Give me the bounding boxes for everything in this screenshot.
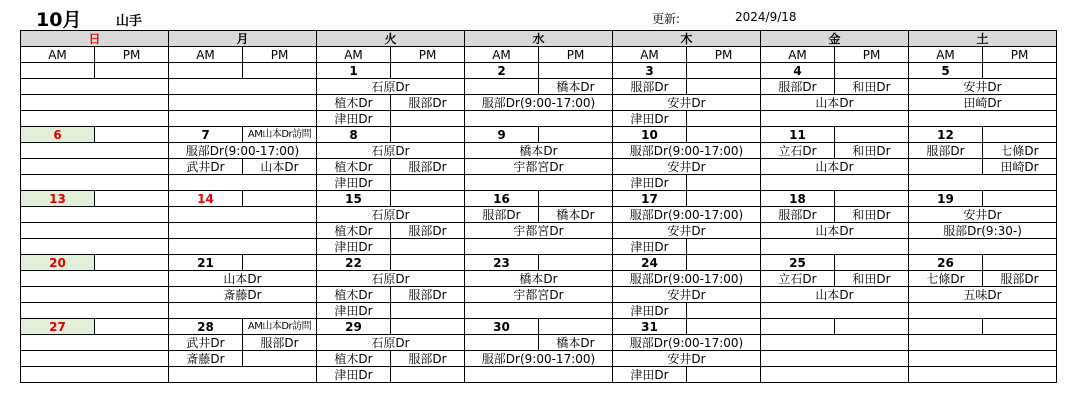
date-number: 14 (169, 191, 243, 207)
assignment-row (21, 223, 1057, 239)
date-number: 7 (169, 127, 243, 143)
empty-cell (391, 319, 465, 335)
empty-cell (835, 255, 909, 271)
doctor-assignment: 服部Dr (391, 95, 465, 111)
doctor-assignment: 津田Dr (317, 175, 391, 191)
empty-cell (21, 239, 169, 255)
empty-cell (21, 79, 169, 95)
weekday-header: 木 (613, 31, 761, 47)
doctor-assignment: 橋本Dr (539, 335, 613, 351)
empty-cell (983, 63, 1057, 79)
empty-cell (539, 63, 613, 79)
empty-cell (169, 95, 317, 111)
empty-cell (21, 95, 169, 111)
ampm-header: AM (761, 47, 835, 63)
date-number: 25 (761, 255, 835, 271)
doctor-assignment: 武井Dr (169, 335, 243, 351)
date-number (909, 319, 983, 335)
doctor-assignment: 服部Dr (391, 159, 465, 175)
doctor-assignment: 石原Dr (317, 143, 465, 159)
assignment-row (21, 207, 1057, 223)
doctor-assignment: 斎藤Dr (169, 351, 243, 367)
doctor-assignment: 七條Dr (909, 271, 983, 287)
doctor-assignment: 津田Dr (613, 367, 687, 383)
empty-cell (465, 79, 539, 95)
updated-label: 更新: (652, 12, 681, 26)
date-number: 28 (169, 319, 243, 335)
assignment-row (21, 79, 1057, 95)
ampm-header: PM (539, 47, 613, 63)
doctor-assignment: 服部Dr(9:00-17:00) (169, 143, 317, 159)
empty-cell (687, 175, 761, 191)
doctor-assignment: 和田Dr (835, 143, 909, 159)
empty-cell (95, 63, 169, 79)
date-number: 3 (613, 63, 687, 79)
empty-cell (391, 175, 465, 191)
doctor-assignment: 服部Dr (391, 287, 465, 303)
empty-cell (761, 335, 909, 351)
doctor-assignment: 山本Dr (761, 95, 909, 111)
doctor-assignment: 石原Dr (317, 335, 465, 351)
date-number: 12 (909, 127, 983, 143)
assignment-row (21, 351, 1057, 367)
empty-cell (95, 319, 169, 335)
empty-cell (95, 191, 169, 207)
doctor-assignment: 橋本Dr (539, 207, 613, 223)
empty-cell (465, 111, 613, 127)
assignment-row (21, 111, 1057, 127)
doctor-assignment: 津田Dr (317, 239, 391, 255)
assignment-row (21, 175, 1057, 191)
doctor-assignment: 山本Dr (169, 271, 317, 287)
date-number: 10 (613, 127, 687, 143)
empty-cell (21, 367, 169, 383)
doctor-assignment: 橋本Dr (539, 79, 613, 95)
empty-cell (21, 175, 169, 191)
date-number: 8 (317, 127, 391, 143)
doctor-assignment: 服部Dr (465, 207, 539, 223)
date-number: 22 (317, 255, 391, 271)
date-note: AM山本Dr訪問 (243, 319, 317, 335)
empty-cell (169, 239, 317, 255)
doctor-assignment: 津田Dr (613, 303, 687, 319)
ampm-header: AM (909, 47, 983, 63)
ampm-header: AM (613, 47, 687, 63)
ampm-header: PM (687, 47, 761, 63)
doctor-assignment: 服部Dr (983, 271, 1057, 287)
ampm-header: AM (465, 47, 539, 63)
assignment-row (21, 287, 1057, 303)
empty-cell (687, 79, 761, 95)
weekday-header-row (21, 31, 1057, 47)
schedule-calendar (20, 30, 1057, 383)
empty-cell (391, 111, 465, 127)
doctor-assignment: 斎藤Dr (169, 287, 317, 303)
empty-cell (909, 239, 1057, 255)
ampm-header: PM (835, 47, 909, 63)
doctor-assignment: 服部Dr(9:30-) (909, 223, 1057, 239)
doctor-assignment: 七條Dr (983, 143, 1057, 159)
month-title: 10月 (36, 9, 82, 31)
date-number (169, 63, 243, 79)
empty-cell (465, 239, 613, 255)
doctor-assignment: 服部Dr (391, 351, 465, 367)
empty-cell (391, 367, 465, 383)
doctor-assignment: 安井Dr (613, 223, 761, 239)
doctor-assignment: 津田Dr (613, 111, 687, 127)
doctor-assignment: 植木Dr (317, 223, 391, 239)
doctor-assignment: 安井Dr (613, 351, 761, 367)
empty-cell (835, 191, 909, 207)
empty-cell (169, 175, 317, 191)
date-row (21, 255, 1057, 271)
date-number: 5 (909, 63, 983, 79)
weekday-header: 火 (317, 31, 465, 47)
assignment-row (21, 95, 1057, 111)
empty-cell (687, 255, 761, 271)
doctor-assignment: 宇都宮Dr (465, 287, 613, 303)
weekday-header: 金 (761, 31, 909, 47)
empty-cell (243, 191, 317, 207)
date-number (21, 63, 95, 79)
empty-cell (909, 111, 1057, 127)
empty-cell (169, 367, 317, 383)
ampm-header: AM (21, 47, 95, 63)
doctor-assignment: 服部Dr(9:00-17:00) (613, 335, 761, 351)
empty-cell (391, 63, 465, 79)
empty-cell (835, 127, 909, 143)
calendar-body (21, 31, 1057, 383)
doctor-assignment: 宇都宮Dr (465, 159, 613, 175)
date-number: 9 (465, 127, 539, 143)
date-number: 20 (21, 255, 95, 271)
doctor-assignment: 津田Dr (317, 303, 391, 319)
empty-cell (539, 127, 613, 143)
doctor-assignment: 石原Dr (317, 271, 465, 287)
empty-cell (687, 319, 761, 335)
ampm-header: AM (317, 47, 391, 63)
empty-cell (465, 367, 613, 383)
empty-cell (983, 127, 1057, 143)
empty-cell (909, 335, 1057, 351)
doctor-assignment: 宇都宮Dr (465, 223, 613, 239)
doctor-assignment: 石原Dr (317, 79, 465, 95)
empty-cell (761, 351, 909, 367)
empty-cell (687, 127, 761, 143)
date-number: 24 (613, 255, 687, 271)
empty-cell (243, 255, 317, 271)
weekday-header: 水 (465, 31, 613, 47)
date-number: 2 (465, 63, 539, 79)
doctor-assignment: 田崎Dr (909, 95, 1057, 111)
empty-cell (539, 319, 613, 335)
doctor-assignment: 服部Dr (391, 223, 465, 239)
empty-cell (687, 239, 761, 255)
date-number: 13 (21, 191, 95, 207)
empty-cell (21, 111, 169, 127)
date-number: 15 (317, 191, 391, 207)
date-number (761, 319, 835, 335)
empty-cell (21, 287, 169, 303)
empty-cell (465, 303, 613, 319)
doctor-assignment: 服部Dr(9:00-17:00) (613, 143, 761, 159)
empty-cell (21, 351, 169, 367)
empty-cell (909, 303, 1057, 319)
empty-cell (21, 303, 169, 319)
assignment-row (21, 143, 1057, 159)
ampm-header: PM (243, 47, 317, 63)
doctor-assignment: 山本Dr (761, 223, 909, 239)
doctor-assignment: 山本Dr (761, 159, 909, 175)
doctor-assignment: 服部Dr (243, 335, 317, 351)
doctor-assignment: 津田Dr (613, 239, 687, 255)
empty-cell (983, 319, 1057, 335)
doctor-assignment: 立石Dr (761, 143, 835, 159)
doctor-assignment: 服部Dr (613, 79, 687, 95)
empty-cell (761, 239, 909, 255)
doctor-assignment: 山本Dr (761, 287, 909, 303)
empty-cell (169, 223, 317, 239)
doctor-assignment: 和田Dr (835, 79, 909, 95)
doctor-assignment: 五味Dr (909, 287, 1057, 303)
doctor-assignment: 服部Dr (761, 207, 835, 223)
empty-cell (835, 63, 909, 79)
doctor-assignment: 安井Dr (613, 159, 761, 175)
empty-cell (909, 159, 983, 175)
date-note: AM山本Dr訪問 (243, 127, 317, 143)
empty-cell (761, 303, 909, 319)
doctor-assignment: 安井Dr (909, 207, 1057, 223)
date-number: 27 (21, 319, 95, 335)
empty-cell (687, 111, 761, 127)
doctor-assignment: 橋本Dr (465, 143, 613, 159)
weekday-header: 日 (21, 31, 169, 47)
doctor-assignment: 服部Dr(9:00-17:00) (465, 95, 613, 111)
assignment-row (21, 271, 1057, 287)
doctor-assignment: 橋本Dr (465, 271, 613, 287)
empty-cell (983, 255, 1057, 271)
empty-cell (243, 351, 317, 367)
doctor-assignment: 山本Dr (243, 159, 317, 175)
doctor-assignment: 和田Dr (835, 207, 909, 223)
empty-cell (465, 175, 613, 191)
empty-cell (21, 271, 169, 287)
doctor-assignment: 植木Dr (317, 159, 391, 175)
date-number: 4 (761, 63, 835, 79)
date-number: 30 (465, 319, 539, 335)
empty-cell (539, 191, 613, 207)
date-number: 26 (909, 255, 983, 271)
updated-date: 2024/9/18 (735, 10, 797, 24)
date-row (21, 319, 1057, 335)
doctor-assignment: 武井Dr (169, 159, 243, 175)
empty-cell (687, 63, 761, 79)
assignment-row (21, 303, 1057, 319)
weekday-header: 月 (169, 31, 317, 47)
empty-cell (21, 223, 169, 239)
doctor-assignment: 津田Dr (317, 367, 391, 383)
doctor-assignment: 服部Dr (761, 79, 835, 95)
doctor-assignment: 植木Dr (317, 351, 391, 367)
doctor-assignment: 田崎Dr (983, 159, 1057, 175)
doctor-assignment: 服部Dr(9:00-17:00) (465, 351, 613, 367)
doctor-assignment: 安井Dr (613, 95, 761, 111)
date-number: 17 (613, 191, 687, 207)
date-number: 18 (761, 191, 835, 207)
empty-cell (95, 255, 169, 271)
assignment-row (21, 335, 1057, 351)
ampm-header: PM (983, 47, 1057, 63)
empty-cell (21, 159, 169, 175)
empty-cell (169, 303, 317, 319)
date-number: 23 (465, 255, 539, 271)
empty-cell (761, 367, 909, 383)
empty-cell (465, 335, 539, 351)
doctor-assignment: 石原Dr (317, 207, 465, 223)
empty-cell (909, 367, 1057, 383)
empty-cell (21, 335, 169, 351)
date-number: 31 (613, 319, 687, 335)
assignment-row (21, 159, 1057, 175)
ampm-header-row (21, 47, 1057, 63)
empty-cell (391, 255, 465, 271)
doctor-assignment: 服部Dr (909, 143, 983, 159)
empty-cell (687, 303, 761, 319)
doctor-assignment: 和田Dr (835, 271, 909, 287)
empty-cell (21, 143, 169, 159)
doctor-assignment: 植木Dr (317, 95, 391, 111)
empty-cell (169, 111, 317, 127)
doctor-assignment: 津田Dr (613, 175, 687, 191)
empty-cell (243, 63, 317, 79)
date-row (21, 63, 1057, 79)
empty-cell (391, 303, 465, 319)
ampm-header: AM (169, 47, 243, 63)
empty-cell (169, 79, 317, 95)
empty-cell (21, 207, 169, 223)
date-row (21, 127, 1057, 143)
empty-cell (539, 255, 613, 271)
empty-cell (761, 111, 909, 127)
date-number: 29 (317, 319, 391, 335)
weekday-header: 土 (909, 31, 1057, 47)
empty-cell (391, 239, 465, 255)
empty-cell (169, 207, 317, 223)
doctor-assignment: 服部Dr(9:00-17:00) (613, 271, 761, 287)
empty-cell (835, 319, 909, 335)
empty-cell (95, 127, 169, 143)
empty-cell (909, 175, 1057, 191)
doctor-assignment: 立石Dr (761, 271, 835, 287)
empty-cell (909, 351, 1057, 367)
doctor-assignment: 安井Dr (613, 287, 761, 303)
date-number: 11 (761, 127, 835, 143)
empty-cell (687, 367, 761, 383)
area-label: 山手 (116, 14, 143, 29)
ampm-header: PM (391, 47, 465, 63)
date-number: 19 (909, 191, 983, 207)
date-number: 21 (169, 255, 243, 271)
doctor-assignment: 安井Dr (909, 79, 1057, 95)
date-number: 16 (465, 191, 539, 207)
date-number: 6 (21, 127, 95, 143)
empty-cell (983, 191, 1057, 207)
doctor-assignment: 服部Dr(9:00-17:00) (613, 207, 761, 223)
date-row (21, 191, 1057, 207)
doctor-assignment: 植木Dr (317, 287, 391, 303)
date-number: 1 (317, 63, 391, 79)
empty-cell (761, 175, 909, 191)
sheet-header (0, 0, 1069, 30)
ampm-header: PM (95, 47, 169, 63)
empty-cell (687, 191, 761, 207)
assignment-row (21, 367, 1057, 383)
doctor-assignment: 津田Dr (317, 111, 391, 127)
empty-cell (391, 127, 465, 143)
assignment-row (21, 239, 1057, 255)
empty-cell (391, 191, 465, 207)
